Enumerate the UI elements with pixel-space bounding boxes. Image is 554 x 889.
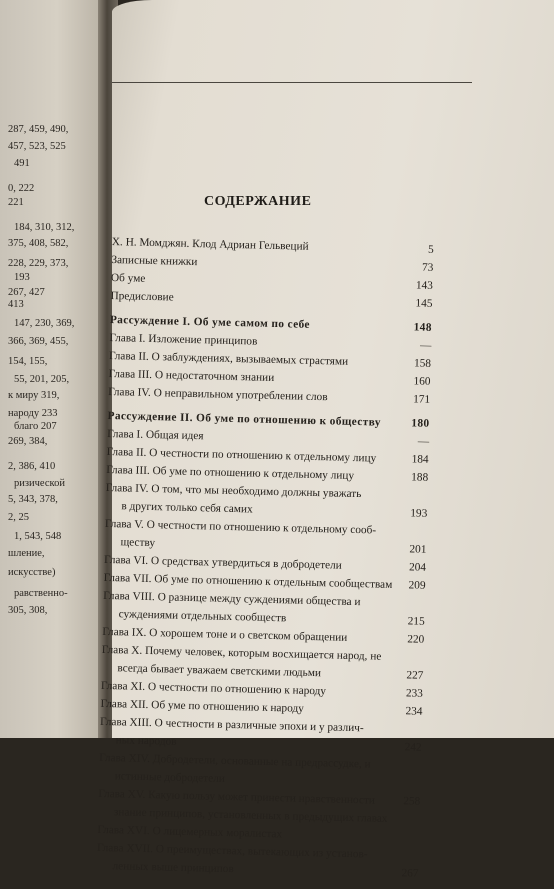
toc-page-number [398,831,420,832]
toc-page-number: 220 [407,633,425,646]
toc-entry-text: Глава XVII. О преимуществах, вытекающих из установ- [96,841,368,861]
toc-page-number: 143 [415,279,434,292]
toc-page-number: 160 [413,375,431,388]
left-page-line: 154, 155, [8,356,48,367]
left-page-line: 193 [14,272,30,283]
toc-entry-text: всегда бывает уважаем светскими людьми [117,662,322,680]
toc-page-number: — [417,435,430,448]
toc-entry-text: Глава V. О честности по отношению к отдельному сооб- [104,517,377,537]
toc-entry-text: Глава XII. Об уме по отношению к народу [100,697,305,715]
toc-entry-text: суждениями отдельных сообществ [118,608,287,625]
toc-entry-text: Глава II. О честности по отношению к отдельному лицу [106,445,377,465]
left-page-line: 287, 459, 490, [8,124,69,135]
toc-entry-text: Глава III. Об уме по отношению к отдельному лицу [106,463,355,482]
left-page-line: благо 207 [14,421,57,432]
toc-entry-text: Глава VI. О средствах утвердиться в добродетели [103,553,342,572]
toc-page-number: 148 [413,321,432,334]
left-page-line: 5, 343, 378, [8,494,58,505]
toc-page-number [399,777,421,778]
left-page-line: 413 [8,299,24,310]
toc-page-number: 171 [412,393,431,406]
toc-entry-text: Глава I. Изложение принципов [109,331,258,348]
left-page-line: 1, 543, 548 [14,531,62,542]
left-page-line: народу 233 [8,408,58,419]
left-page-line: к миру 319, [8,390,60,401]
toc-entry-text: Глава IX. О хорошем тоне и о светском обращении [102,625,348,644]
left-page-line: шление, [8,548,45,559]
left-page-line: 267, 427 [8,287,45,298]
left-page-line: 269, 384, [8,436,48,447]
left-page-line: 2, 25 [8,512,29,523]
left-page-line: равственно- [14,588,68,599]
toc-entry-text: Рассуждение I. Об уме самом по себе [109,313,311,331]
left-page-line: 147, 230, 369, [14,318,75,329]
header-rule [112,82,472,83]
toc-entry-text: знание принципов, установленных в предыдущих главах [113,806,388,825]
table-of-contents [96,236,554,889]
toc-page-number: — [419,339,432,352]
toc-entry-text: Об уме [110,271,146,285]
toc-page-number: 258 [403,795,421,808]
toc-page-number: 188 [411,471,429,484]
toc-page-number: 180 [411,417,430,430]
toc-entry-text: Глава I. Общая идея [107,427,204,443]
toc-page-number: 158 [413,357,432,370]
toc-page-number: 184 [411,453,429,466]
left-page [0,0,104,738]
page-title: СОДЕРЖАНИЕ [204,194,312,209]
toc-page-number: 193 [410,507,428,520]
toc-entry-text: Предисловие [110,289,174,304]
toc-entry-text: ленных выше принципов [112,860,234,876]
toc-entry-text: Глава XI. О честности по отношению к народу [100,679,327,698]
left-page-line: 491 [14,158,30,169]
left-page-line: 375, 408, 582, [8,238,69,249]
toc-page-number: 73 [421,261,434,274]
toc-page-number: 242 [404,741,422,754]
toc-page-number: 201 [409,543,427,556]
left-page-line: 305, 308, [8,605,48,616]
left-page-line: 55, 201, 205, [14,374,70,385]
left-page-line: 184, 310, 312, [14,222,75,233]
toc-page-number [400,723,422,724]
toc-page-number: 267 [401,867,419,880]
toc-entry-text: Глава VII. Об уме по отношению к отдельным сообществам [103,571,393,591]
toc-entry-text: Глава IV. О неправильном употреблении слов [108,385,328,404]
toc-page-number: 204 [408,561,427,574]
toc-entry-text: Глава XVI. О лицемерных моралистах [97,823,283,841]
toc-entry-text: Записные книжки [111,253,198,269]
toc-page-number: 209 [408,579,426,592]
toc-entry-text: Глава XIII. О честности в различные эпохи и у различ- [99,715,364,735]
toc-page-number: 145 [415,297,433,310]
toc-page-number [397,849,419,850]
toc-entry-text: Глава II. О заблуждениях, вызываемых страстями [108,349,349,368]
toc-page-number [406,489,428,490]
toc-entry-text: Глава IV. О том, что мы необходимо должны уважать [105,481,362,501]
left-page-line: 221 [8,197,24,208]
toc-entry-text: Глава XV. Какую пользу может принести нравственности [98,787,376,807]
left-page-line: ризической [14,478,65,489]
toc-entry-text: Рассуждение II. Об уме по отношению к обществу [107,409,381,429]
toc-entry-text: Глава X. Почему человек, которым восхищается народ, не [101,643,382,663]
toc-page-number [398,813,420,814]
right-page [96,0,554,880]
toc-page-number: 5 [427,243,434,256]
toc-page-number [405,525,427,526]
toc-entry-text: Глава VIII. О разнице между суждениями общества и [103,589,361,609]
toc-page-number [399,759,421,760]
left-page-line: 228, 229, 373, [8,258,69,269]
toc-entry-text: ществу [120,536,156,550]
left-page-line: 457, 523, 525 [8,141,66,152]
toc-page-number: 215 [407,615,425,628]
left-page-line: 2, 386, 410 [8,461,56,472]
toc-page-number: 227 [406,669,424,682]
toc-page-number [403,597,425,598]
left-page-line: 366, 369, 455, [8,336,69,347]
toc-page-number: 233 [405,687,424,700]
toc-page-number: 234 [405,705,423,718]
toc-entry-text: ных народов [115,734,177,748]
toc-entry-text: Глава XIV. Добродетели, основанные на предрассудке, и [99,751,371,771]
left-page-line: 0, 222 [8,183,35,194]
toc-entry-text: Х. Н. Момджян. Клод Адриан Гельвеций [111,236,309,253]
toc-entry-text: Глава III. О недостаточном знании [108,367,275,385]
toc-entry-text: в других только себя самих [121,500,253,516]
toc-entry-text: истинные добродетели [114,770,225,785]
toc-page-number [402,651,424,652]
left-page-line: искусстве) [8,567,56,578]
